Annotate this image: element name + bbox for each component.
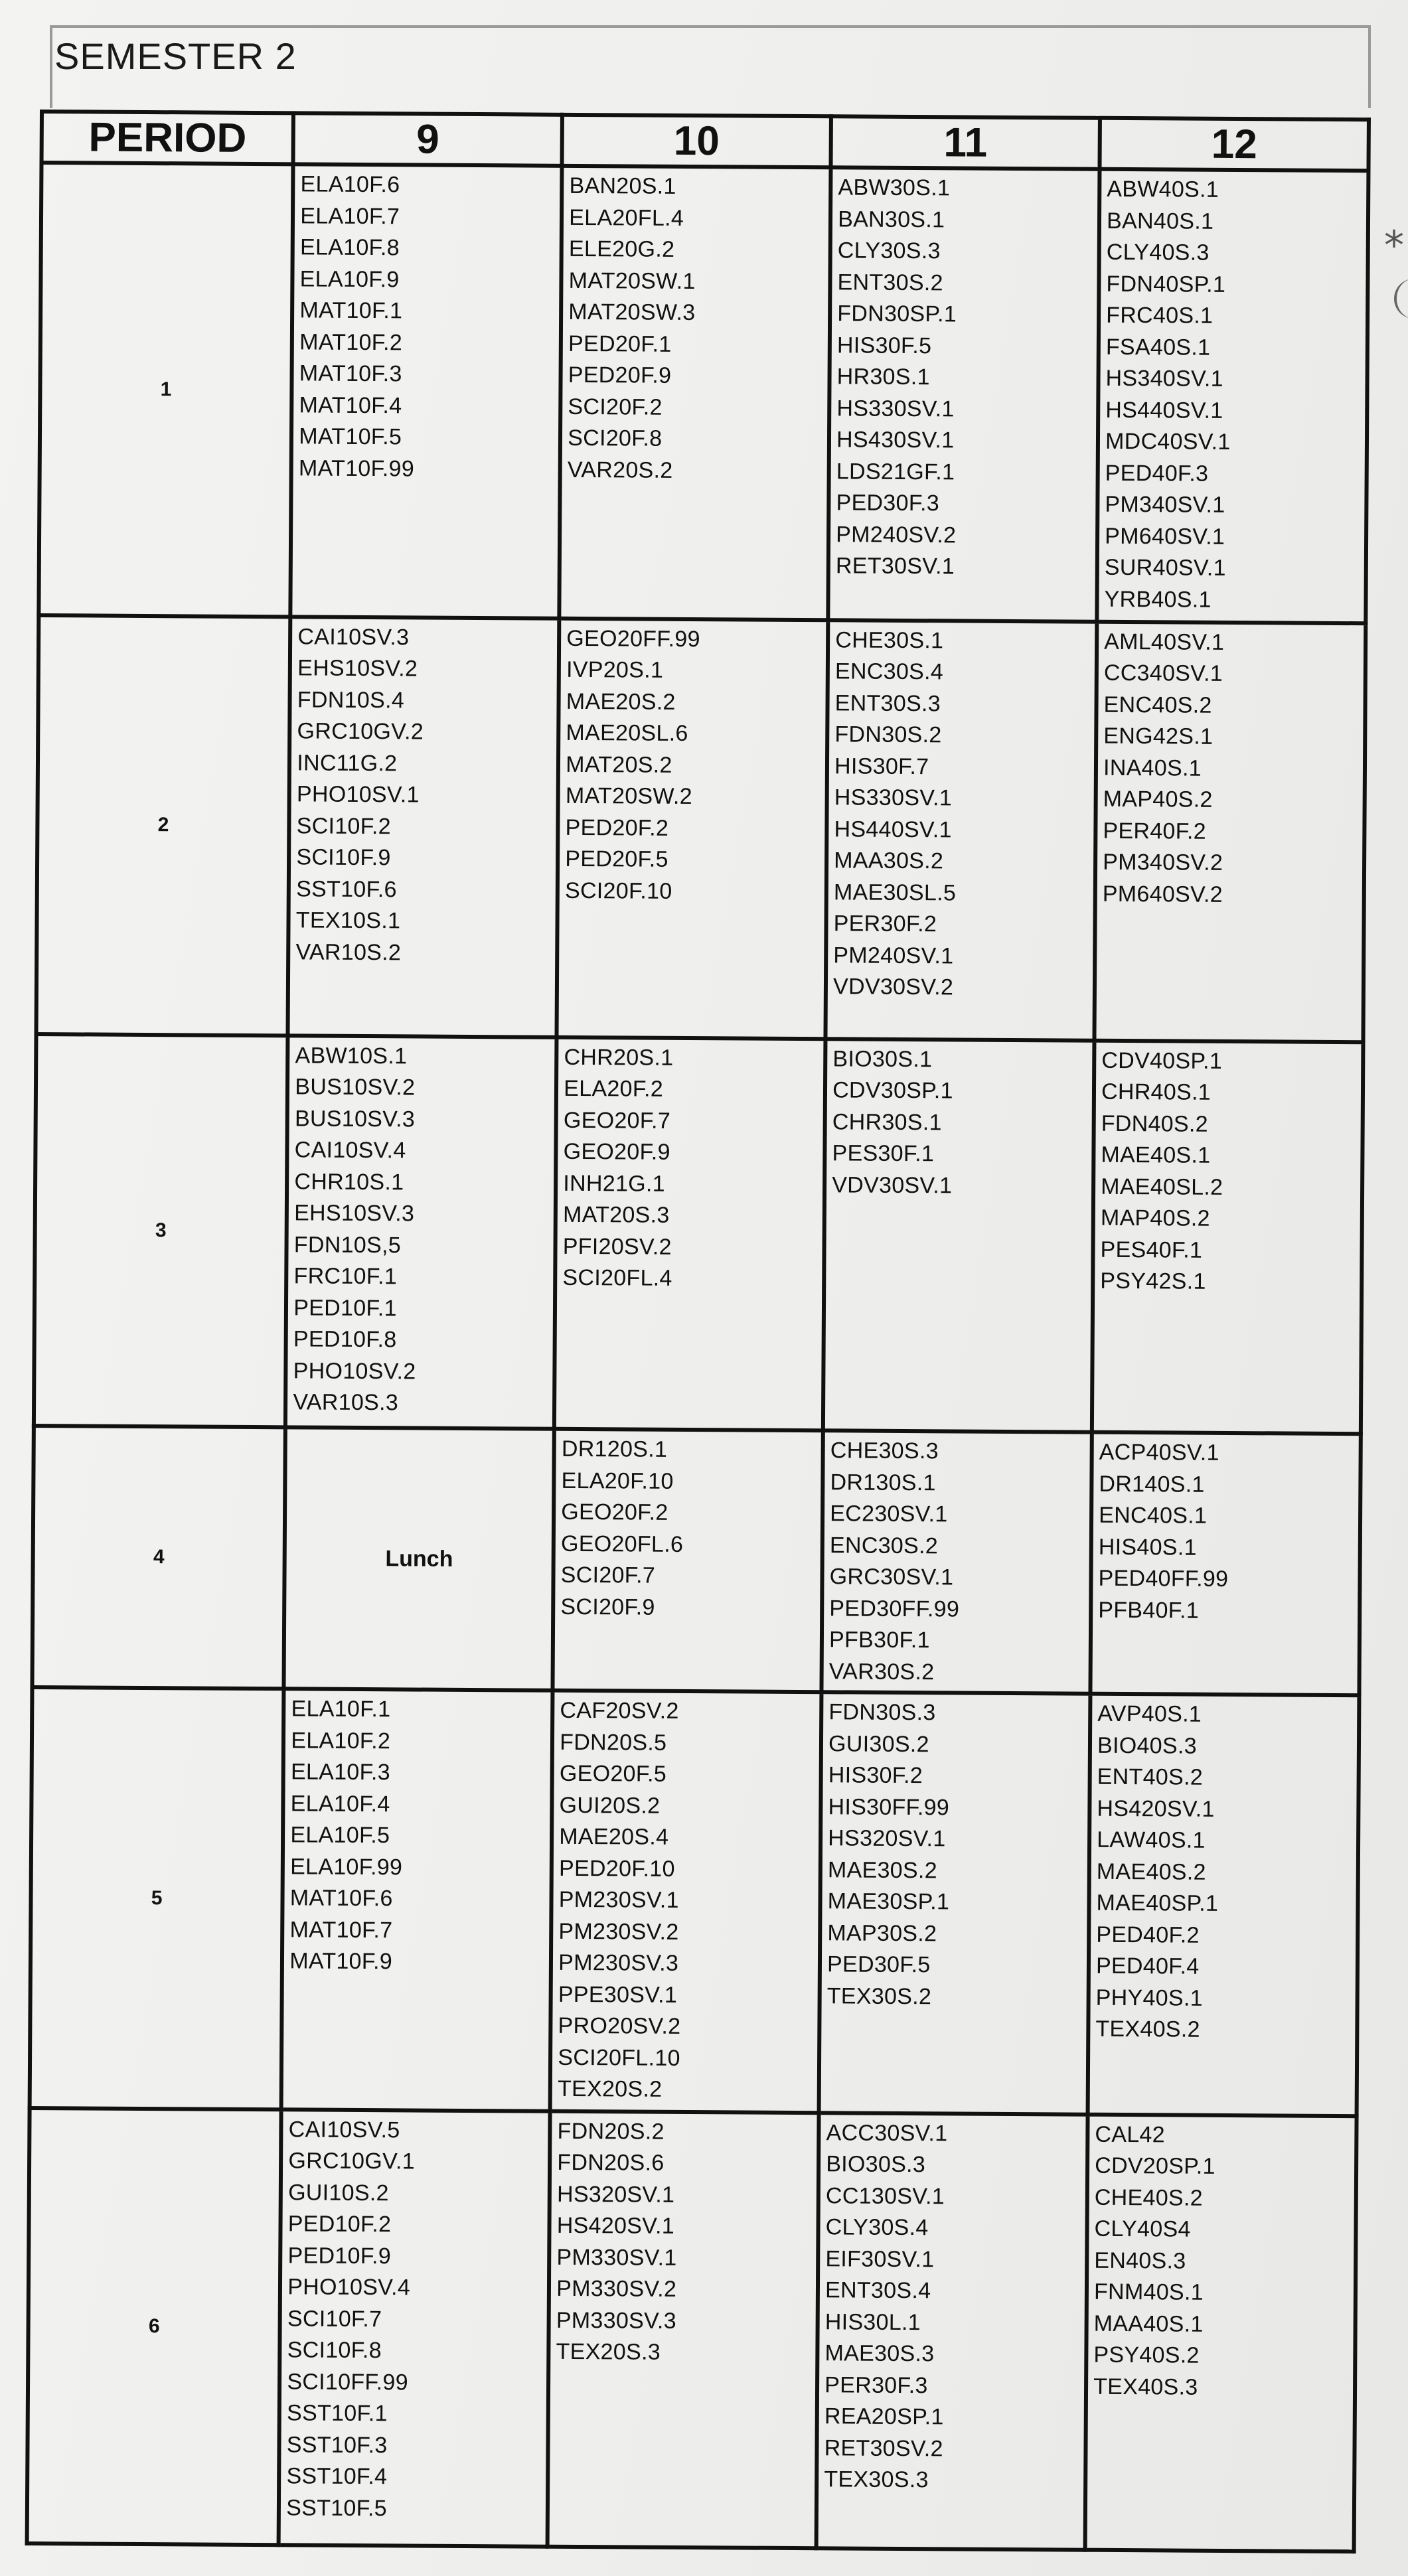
course-code: HS330SV.1 [836, 395, 955, 421]
course-code: EC230SV.1 [830, 1501, 948, 1527]
course-code: PER40F.2 [1103, 818, 1207, 844]
course-code: MAE40SP.1 [1096, 1890, 1219, 1916]
course-code: MAT20S.3 [562, 1201, 670, 1228]
period-label: 2 [36, 615, 290, 1035]
course-code: MAE30SL.5 [833, 879, 957, 905]
course-code: PED40FF.99 [1098, 1566, 1229, 1592]
course-code: PED10F.9 [287, 2242, 392, 2269]
course-code: PM240SV.1 [833, 942, 954, 968]
course-code: HIS30L.1 [824, 2309, 921, 2335]
course-code: ENC30S.2 [829, 1533, 939, 1559]
grade-9-cell [291, 164, 562, 618]
course-code: MAT20S.2 [566, 751, 672, 778]
course-list [828, 622, 1095, 1004]
course-code: GEO20FL.6 [560, 1531, 684, 1557]
course-code: CHR20S.1 [564, 1044, 674, 1071]
course-code: MAT20SW.1 [568, 267, 696, 294]
course-code: FDN10S,5 [293, 1231, 402, 1258]
course-code: PED40F.3 [1105, 460, 1209, 487]
course-list [552, 1693, 820, 2107]
course-code: CHR40S.1 [1101, 1079, 1212, 1105]
course-code: VDV30SV.1 [832, 1172, 953, 1199]
course-code: BAN40S.1 [1106, 208, 1214, 234]
course-code: EN40S.3 [1094, 2247, 1186, 2274]
course-code: PED20F.10 [558, 1855, 675, 1882]
period-label: 3 [34, 1034, 288, 1428]
course-code: ELA10F.8 [299, 234, 400, 261]
course-code: PM330SV.3 [556, 2307, 677, 2334]
lunch-cell: Lunch [284, 1428, 554, 1691]
period-label: 5 [30, 1687, 284, 2109]
period-row-1 [39, 163, 1368, 623]
course-code: HS320SV.1 [828, 1825, 946, 1852]
course-code: PSY40S.2 [1093, 2342, 1200, 2368]
grade-10-cell [560, 166, 831, 620]
course-code: PM230SV.1 [558, 1886, 679, 1913]
course-code: BIO40S.3 [1097, 1732, 1197, 1759]
course-code: MAA40S.1 [1093, 2311, 1204, 2337]
grade-12-cell [1091, 1432, 1361, 1695]
course-code: PHY40S.1 [1095, 1985, 1204, 2011]
course-code: CHE40S.2 [1094, 2184, 1204, 2211]
course-code: PED20F.9 [568, 362, 672, 388]
course-list [1095, 1042, 1361, 1298]
course-code: FDN20S.6 [557, 2149, 665, 2176]
course-code: SST10F.4 [286, 2463, 388, 2490]
course-code: PM340SV.2 [1103, 849, 1223, 875]
grade-12-cell [1097, 169, 1368, 623]
course-code: VAR10S.2 [295, 939, 402, 965]
course-code: ELA10F.6 [300, 171, 400, 198]
course-code: EIF30SV.1 [825, 2245, 935, 2272]
course-code: FNM40S.1 [1093, 2279, 1204, 2305]
course-code: DR130S.1 [830, 1470, 936, 1496]
schedule-table [25, 110, 1371, 2553]
course-code: CLY30S.3 [837, 238, 941, 264]
course-code: FDN30S.2 [834, 721, 942, 748]
course-code: TEX30S.2 [826, 1983, 932, 2009]
course-code: SCI20FL.4 [562, 1264, 672, 1291]
course-code: VAR10S.3 [293, 1389, 399, 1416]
course-code: GRC10GV.1 [288, 2148, 415, 2174]
course-list [562, 168, 829, 487]
course-code: PPE30SV.1 [558, 1981, 678, 2008]
course-code: PM340SV.1 [1105, 491, 1225, 518]
course-code: LAW40S.1 [1097, 1827, 1206, 1853]
course-code: TEX20S.2 [557, 2076, 663, 2102]
grade-12-cell [1085, 2114, 1357, 2551]
course-code: HIS40S.1 [1098, 1534, 1197, 1560]
course-code: PM330SV.1 [556, 2244, 677, 2271]
course-code: VAR30S.2 [828, 1659, 935, 1685]
course-code: HS420SV.1 [556, 2212, 675, 2239]
course-code: HIS30F.2 [828, 1762, 923, 1789]
course-code: PM640SV.1 [1105, 523, 1225, 550]
course-code: ELA10F.2 [291, 1727, 391, 1754]
course-code: PRO20SV.2 [558, 2012, 681, 2040]
course-code: ACP40SV.1 [1099, 1440, 1219, 1466]
course-code: MAT10F.3 [299, 360, 402, 387]
grade-11-cell [822, 1431, 1092, 1694]
course-code: ELE20G.2 [568, 236, 675, 262]
grade-10-cell [557, 618, 828, 1039]
course-code: PED30F.3 [836, 490, 940, 516]
course-code: MAE40S.2 [1096, 1858, 1206, 1885]
course-code: SST10F.3 [286, 2431, 388, 2458]
grade-11-cell [819, 1692, 1091, 2114]
course-code: ELA10F.3 [290, 1759, 390, 1785]
course-code: PER30F.3 [824, 2372, 928, 2398]
course-code: HS340SV.1 [1105, 365, 1223, 392]
course-code: MAT20SW.2 [565, 783, 693, 810]
course-code: PM240SV.2 [836, 521, 957, 548]
course-code: VAR20S.2 [567, 457, 673, 483]
course-code: GEO20F.7 [563, 1107, 671, 1134]
course-code: HS320SV.1 [556, 2181, 675, 2208]
course-code: INA40S.1 [1103, 755, 1202, 781]
course-code: YRB40S.1 [1104, 586, 1212, 613]
course-code: ENC40S.2 [1103, 692, 1212, 718]
course-code: PFB40F.1 [1098, 1597, 1200, 1624]
course-code: ACC30SV.1 [826, 2119, 948, 2147]
course-code: HS330SV.1 [834, 785, 953, 811]
handwritten-asterisk-icon: * [1384, 222, 1404, 269]
course-code: MAT10F.7 [289, 1916, 393, 1943]
course-code: TEX10S.1 [295, 907, 401, 934]
course-code: PFB30F.1 [828, 1627, 930, 1653]
course-code: PED30FF.99 [829, 1596, 960, 1622]
course-code: MAT10F.9 [289, 1948, 393, 1975]
course-code: PED10F.2 [287, 2211, 392, 2237]
course-code: PM640SV.2 [1102, 881, 1223, 907]
course-code: ELA10F.7 [300, 202, 400, 229]
course-code: GEO20FF.99 [566, 625, 700, 652]
course-code: FRC10F.1 [293, 1263, 398, 1290]
course-code: PHO10SV.2 [293, 1357, 416, 1385]
course-code: SCI10F.2 [296, 812, 392, 839]
course-code: GEO20F.9 [563, 1138, 670, 1165]
course-code: SCI20F.8 [568, 425, 663, 451]
course-code: PM330SV.2 [556, 2275, 677, 2303]
course-code: HS440SV.1 [1105, 397, 1223, 423]
course-code: SCI20F.10 [564, 877, 672, 904]
grade-12-cell [1095, 621, 1366, 1042]
course-code: MDC40SV.1 [1105, 428, 1231, 455]
course-code: MAT10F.99 [298, 455, 415, 481]
header-grade-11: 11 [831, 116, 1100, 169]
period-row-2 [36, 615, 1366, 1042]
course-code: SCI10F.9 [296, 844, 391, 871]
course-code: INC11G.2 [297, 749, 398, 776]
course-code: SCI10F.7 [287, 2305, 382, 2332]
course-code: MAE20S.4 [559, 1823, 669, 1850]
course-code: GUI30S.2 [828, 1730, 929, 1757]
course-code: CHR10S.1 [294, 1168, 404, 1195]
grade-10-cell [554, 1037, 826, 1430]
course-code: FDN10S.4 [297, 686, 405, 713]
course-code: VDV30SV.2 [832, 974, 954, 1000]
course-code: PED30F.5 [826, 1951, 931, 1978]
course-code: SST10F.1 [286, 2400, 388, 2427]
course-code: ELA20F.2 [564, 1075, 664, 1102]
course-code: EHS10SV.2 [297, 655, 418, 682]
course-code: PHO10SV.4 [287, 2274, 411, 2301]
period-label: 1 [39, 163, 293, 617]
course-list [281, 2111, 548, 2526]
course-code: PED10F.1 [293, 1294, 397, 1321]
course-list [284, 1691, 551, 1979]
course-code: FDN30S.3 [828, 1699, 936, 1726]
course-code: PM230SV.2 [558, 1918, 679, 1945]
period-row-3 [34, 1034, 1364, 1434]
course-code: CAF20SV.2 [560, 1697, 679, 1724]
course-code: MAE30S.2 [827, 1856, 938, 1883]
course-list [287, 1037, 554, 1420]
course-code: FDN40S.2 [1101, 1110, 1209, 1137]
course-code: CHE30S.3 [830, 1438, 939, 1464]
period-row-4 [32, 1426, 1360, 1695]
course-code: SCI20F.9 [560, 1594, 655, 1620]
course-code: CAI10SV.5 [288, 2117, 400, 2143]
course-list [560, 620, 826, 908]
course-code: MAT10F.4 [299, 392, 402, 418]
course-code: SST10F.5 [286, 2494, 388, 2521]
course-code: HS430SV.1 [836, 427, 955, 453]
course-code: PHO10SV.1 [296, 781, 420, 808]
grade-10-cell [550, 1691, 822, 2113]
period-label: 6 [27, 2108, 281, 2545]
course-code: IVP20S.1 [566, 656, 664, 683]
course-code: ELA10F.99 [290, 1853, 403, 1880]
course-list [550, 2113, 817, 2369]
course-code: FDN20S.2 [557, 2118, 665, 2145]
course-code: SCI20F.7 [560, 1562, 656, 1588]
course-code: MAE30S.3 [824, 2340, 935, 2367]
period-row-5 [30, 1687, 1360, 2116]
course-code: PSY42S.1 [1100, 1268, 1206, 1294]
course-code: CAI10SV.3 [297, 623, 410, 650]
course-list [557, 1039, 823, 1295]
course-code: RET30SV.2 [824, 2435, 943, 2462]
course-code: ENT40S.2 [1097, 1764, 1204, 1790]
grade-9-cell [285, 1035, 557, 1429]
course-code: CAL42 [1095, 2121, 1166, 2148]
course-code: MAT10F.1 [299, 297, 403, 324]
course-code: PFI20SV.2 [562, 1233, 672, 1260]
course-code: SST10F.6 [296, 875, 397, 902]
course-code: PED40F.2 [1096, 1922, 1200, 1948]
course-list [293, 166, 560, 485]
course-code: CLY40S.3 [1106, 239, 1210, 265]
course-code: MAE30SP.1 [827, 1888, 950, 1915]
course-code: ELA10F.9 [299, 265, 400, 292]
course-code: HS440SV.1 [834, 816, 952, 842]
course-list [1093, 1434, 1359, 1628]
course-code: TEX40S.2 [1095, 2016, 1200, 2042]
course-code: MAP40S.2 [1103, 786, 1213, 812]
grade-9-cell [279, 2109, 550, 2547]
course-code: TEX20S.3 [556, 2338, 661, 2365]
course-code: RET30SV.1 [835, 553, 955, 579]
course-code: LDS21GF.1 [836, 458, 955, 485]
course-code: ELA10F.4 [290, 1790, 390, 1817]
grade-11-cell [828, 167, 1099, 621]
header-grade-12: 12 [1100, 118, 1369, 171]
course-code: MAT10F.2 [299, 329, 403, 355]
course-code: ELA20FL.4 [569, 204, 684, 231]
grade-12-cell [1092, 1040, 1364, 1434]
course-list [819, 2115, 1085, 2497]
course-code: INH21G.1 [563, 1170, 666, 1197]
course-code: HS420SV.1 [1097, 1795, 1215, 1822]
header-grade-9: 9 [293, 113, 562, 165]
course-code: TEX30S.3 [824, 2466, 929, 2493]
course-code: CLY40S4 [1094, 2216, 1191, 2242]
course-code: SCI20FL.10 [558, 2044, 680, 2071]
course-code: PES40F.1 [1100, 1237, 1203, 1263]
course-code: FDN40SP.1 [1106, 271, 1226, 297]
course-code: PED10F.8 [293, 1326, 397, 1353]
course-code: GEO20F.5 [559, 1760, 667, 1787]
course-code: HR30S.1 [836, 364, 930, 390]
course-code: EHS10SV.3 [294, 1200, 415, 1227]
course-code: CDV30SP.1 [832, 1077, 953, 1104]
course-code: ENC30S.4 [834, 658, 944, 685]
course-code: PER30F.2 [833, 911, 937, 937]
course-code: SCI20F.2 [568, 394, 663, 420]
course-list [1097, 623, 1364, 911]
grade-9-cell [281, 1689, 553, 2111]
course-code: MAP30S.2 [827, 1920, 937, 1946]
course-code: ENT30S.3 [834, 690, 941, 716]
course-code: ELA20F.10 [561, 1468, 674, 1494]
course-code: CDV20SP.1 [1095, 2153, 1215, 2180]
course-code: HIS30FF.99 [828, 1793, 950, 1820]
course-list [555, 1431, 821, 1624]
course-code: PED20F.2 [565, 814, 669, 841]
course-code: BAN30S.1 [838, 206, 945, 232]
course-code: BAN20S.1 [569, 173, 676, 199]
course-code: MAE40SL.2 [1101, 1174, 1223, 1200]
course-code: TEX40S.3 [1093, 2374, 1198, 2400]
course-code: CAI10SV.4 [294, 1137, 406, 1164]
course-code: BIO30S.1 [832, 1045, 933, 1072]
course-code: SUR40SV.1 [1104, 554, 1226, 581]
course-code: CDV40SP.1 [1101, 1047, 1223, 1074]
course-code: CHE30S.1 [835, 627, 944, 653]
course-code: FDN30SP.1 [837, 301, 957, 327]
course-code: GUI10S.2 [288, 2180, 389, 2206]
course-code: ABW10S.1 [295, 1042, 408, 1069]
course-code: PED20F.1 [568, 331, 672, 357]
course-code: ENG42S.1 [1103, 723, 1213, 749]
course-list [824, 1433, 1090, 1689]
header-grade-10: 10 [562, 115, 831, 167]
grade-10-cell [553, 1429, 823, 1692]
semester-title: SEMESTER 2 [54, 35, 297, 77]
course-code: ENC40S.1 [1099, 1503, 1208, 1529]
course-code: MAT10F.6 [289, 1885, 393, 1912]
course-code: MAE20SL.6 [566, 720, 688, 747]
course-code: SCI10F.8 [287, 2337, 382, 2364]
course-code: BUS10SV.3 [294, 1105, 416, 1132]
course-code: CHR30S.1 [832, 1108, 942, 1135]
course-code: CC340SV.1 [1103, 660, 1223, 686]
course-list [826, 1041, 1092, 1203]
course-code: MAT10F.5 [299, 423, 402, 450]
course-code: MAP40S.2 [1100, 1205, 1210, 1231]
course-list [1099, 171, 1366, 617]
course-list [1088, 2116, 1355, 2404]
course-code: ABW40S.1 [1107, 176, 1219, 202]
course-code: ELA10F.5 [290, 1822, 390, 1849]
course-code: HIS30F.7 [834, 753, 929, 779]
course-code: HIS30F.5 [836, 332, 932, 358]
grade-11-cell [823, 1039, 1095, 1432]
course-code: MAA30S.2 [834, 848, 944, 874]
period-label: 4 [32, 1426, 285, 1689]
grade-10-cell [548, 2111, 819, 2548]
course-code: GRC10GV.2 [297, 718, 424, 745]
course-code: AML40SV.1 [1104, 629, 1225, 655]
course-list [290, 619, 557, 970]
course-code: ENT30S.4 [824, 2277, 931, 2304]
course-list [830, 169, 1098, 583]
course-code: BUS10SV.2 [295, 1074, 416, 1100]
course-code: PED40F.4 [1095, 1953, 1200, 1979]
course-list [822, 1694, 1089, 2013]
course-code: SCI10FF.99 [287, 2368, 409, 2395]
course-code: GRC30SV.1 [829, 1564, 954, 1590]
course-code: FRC40S.1 [1106, 302, 1213, 329]
course-code: DR120S.1 [561, 1436, 668, 1463]
header-row [42, 112, 1369, 171]
course-code: ELA10F.1 [291, 1696, 391, 1722]
course-code: FDN20S.5 [560, 1729, 667, 1756]
course-code: BIO30S.3 [826, 2151, 926, 2178]
course-code: REA20SP.1 [824, 2403, 944, 2430]
grade-12-cell [1088, 1694, 1360, 2116]
course-code: PM230SV.3 [558, 1949, 679, 1976]
course-code: GEO20F.2 [561, 1499, 668, 1526]
course-code: CC130SV.1 [825, 2182, 945, 2210]
header-period: PERIOD [42, 112, 294, 164]
course-code: MAE20S.2 [566, 688, 676, 715]
period-row-6 [27, 2108, 1357, 2552]
course-code: PES30F.1 [832, 1140, 935, 1167]
course-list [1090, 1696, 1357, 2047]
course-code: MAE40S.1 [1101, 1142, 1211, 1168]
grade-11-cell [826, 620, 1097, 1041]
course-code: GUI20S.2 [559, 1792, 661, 1819]
course-code: DR140S.1 [1099, 1471, 1205, 1497]
course-code: FSA40S.1 [1105, 334, 1211, 360]
grade-9-cell [288, 617, 560, 1037]
course-code: AVP40S.1 [1097, 1701, 1202, 1727]
course-code: MAT20SW.3 [568, 299, 696, 326]
course-code: ENT30S.2 [837, 269, 943, 295]
course-code: ABW30S.1 [838, 175, 951, 201]
course-code: CLY30S.4 [825, 2214, 929, 2241]
course-code: PED20F.5 [565, 846, 668, 872]
grade-11-cell [817, 2113, 1088, 2550]
